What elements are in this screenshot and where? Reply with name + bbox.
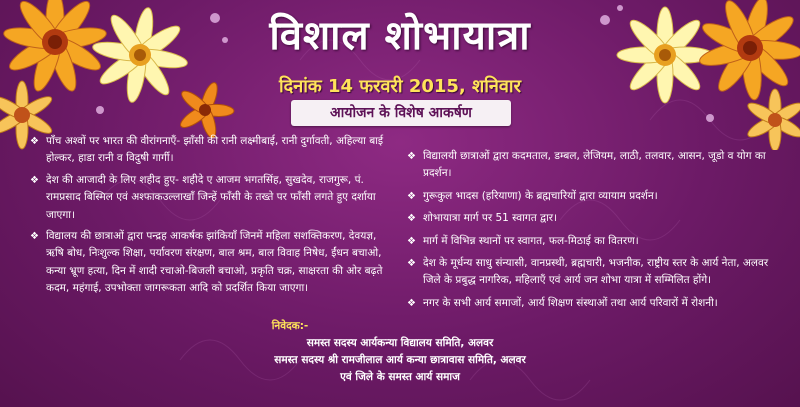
- organizers-footer: [0, 318, 800, 386]
- list-item-text: देश के मूर्धन्य साधु संन्यासी, वानप्रस्थी, ब्रह्मचारी, भजनीक, राष्ट्रीय स्तर के आर्य नेता, अलवर जिले के प्रबुद्ध नागरिक, महिलाएँ एवं आर्य जन शोभा यात्रा में सम्मिलित होंगे।: [423, 257, 769, 287]
- right-highlights-list: [401, 148, 774, 317]
- list-item-text: शोभायात्रा मार्ग पर 51 स्वागत द्वार।: [423, 212, 558, 225]
- list-item: [401, 148, 774, 183]
- list-item-text: पाँच अश्वों पर भारत की वीरांगनाएँ- झाँसी की रानी लक्ष्मीबाई, रानी दुर्गावती, अहिल्या बाई होल्कर, हाडा रानी व विदुषी गार्गी।: [46, 135, 384, 165]
- list-item: [401, 233, 774, 250]
- diamond-bullet-icon: ❖: [30, 231, 39, 243]
- page-title: विशाल शोभायात्रा: [269, 12, 531, 59]
- list-item: [401, 188, 774, 205]
- organizer-line: एवं जिले के समस्त आर्य समाज: [340, 371, 460, 383]
- list-item: [24, 172, 392, 224]
- diamond-bullet-icon: ❖: [407, 258, 416, 270]
- list-item-text: विद्यालयी छात्राओं द्वारा कदमताल, डम्बल, लेजियम, लाठी, तलवार, आसन, जूडो व योग का प्रदर्शन।: [423, 150, 766, 180]
- organizers-label: निवेदक:-: [271, 320, 309, 332]
- left-highlights-list: [24, 133, 392, 302]
- list-item: [401, 295, 774, 312]
- organizer-line: समस्त सदस्य आर्यकन्या विद्यालय समिति, अलवर: [306, 337, 494, 349]
- diamond-bullet-icon: ❖: [407, 190, 416, 202]
- list-item: [24, 228, 392, 298]
- list-item: [401, 210, 774, 227]
- list-item-text: विद्यालय की छात्राओं द्वारा पन्द्रह आकर्षक झांकियाँ जिनमें महिला सशक्तिकरण, देवयज्ञ, ऋषि बोध, निःशुल्क शिक्षा, पर्यावरण संरक्षण, बाल श्रम, बाल विवाह निषेध, ईंधन बचाओ, कन्या भ्रूण हत्या, दिन में शादी रचाओ-बिजली बचाओ, प्रकृति चक्र, साक्षरता की ओर बढ़ते कदम, महंगाई, उपभोक्ता जागरूकता आदि को प्रदर्शित किया जाएगा।: [46, 230, 383, 295]
- section-heading-ribbon: आयोजन के विशेष आकर्षण: [291, 100, 511, 126]
- list-item: [24, 133, 392, 168]
- list-item-text: देश की आजादी के लिए शहीद हुए- शहीदे ए आजम भगतसिंह, सुखदेव, राजगुरू, पं. रामप्रसाद बिस्मिल एवं अश्फाकउल्लाखाँ जिन्हें फाँसी के तख्ते पर फाँसी लगते हुए दर्शाया जाएगा।: [46, 173, 376, 221]
- list-item-text: मार्ग में विभिन्न स्थानों पर स्वागत, फल-मिठाई का वितरण।: [423, 234, 639, 247]
- list-item-text: नगर के सभी आर्य समाजों, आर्य शिक्षण संस्थाओं तथा आर्य परिवारों में रोशनी।: [423, 296, 718, 309]
- diamond-bullet-icon: ❖: [407, 235, 416, 247]
- diamond-bullet-icon: ❖: [30, 174, 39, 186]
- event-date: दिनांक 14 फरवरी 2015, शनिवार: [279, 76, 521, 97]
- diamond-bullet-icon: ❖: [407, 213, 416, 225]
- list-item: [401, 255, 774, 290]
- diamond-bullet-icon: ❖: [407, 297, 416, 309]
- organizer-line: समस्त सदस्य श्री रामजीलाल आर्य कन्या छात्रावास समिति, अलवर: [274, 354, 526, 366]
- diamond-bullet-icon: ❖: [407, 151, 416, 162]
- list-item-text: गुरूकुल भादस (हरियाणा) के ब्रह्मचारियों द्वारा व्यायाम प्रदर्शन।: [423, 189, 658, 202]
- diamond-bullet-icon: ❖: [30, 136, 39, 147]
